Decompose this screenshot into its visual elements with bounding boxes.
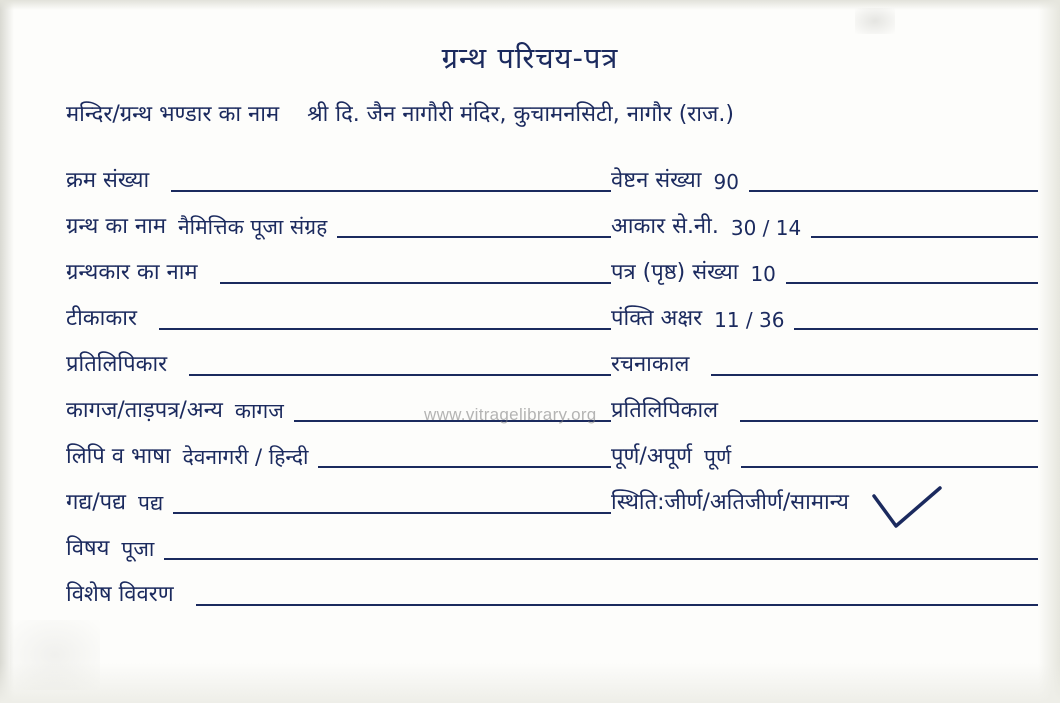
- pankti-akshar-value: 11 / 36: [714, 308, 785, 332]
- vishesh-vivaran-value: [174, 606, 196, 612]
- field-pankti-akshar: [611, 290, 1038, 336]
- aakar-rule: [811, 236, 1038, 238]
- page-title: ग्रन्थ परिचय-पत्र: [441, 41, 619, 75]
- pankti-akshar-rule: [794, 328, 1038, 330]
- field-gadya-padya: [66, 474, 611, 520]
- field-aakar: [611, 198, 1038, 244]
- gadya-padya-label: गद्य/पद्य: [66, 490, 127, 515]
- paper-edge-shadow-top: [0, 0, 1060, 10]
- field-row-7: [66, 428, 1038, 474]
- field-row-3: [66, 244, 1038, 290]
- field-row-5: [66, 336, 1038, 382]
- field-sthiti: [611, 474, 1038, 520]
- granth-naam-label: ग्रन्थ का नाम: [66, 214, 166, 239]
- purna-apurna-label: पूर्ण/अपूर्ण: [611, 444, 693, 469]
- field-row-temple-name: [66, 104, 1036, 138]
- field-pratilipikar: [66, 336, 611, 382]
- paper-edge-shadow-bottom: [0, 663, 1060, 703]
- field-row-4: [66, 290, 1038, 336]
- patra-sankhya-rule: [786, 282, 1038, 284]
- pratilipikar-rule: [189, 374, 611, 376]
- granthkar-naam-rule: [220, 282, 611, 284]
- vestan-sankhya-label: वेष्टन संख्या: [611, 168, 702, 193]
- aakar-label: आकार से.नी.: [611, 214, 719, 239]
- field-row-10: [66, 566, 1038, 612]
- aakar-value: 30 / 14: [730, 216, 802, 240]
- field-granth-naam: [66, 198, 611, 244]
- field-row-9: [66, 520, 1038, 566]
- pratilipikar-label: प्रतिलिपिकार: [66, 352, 168, 377]
- gadya-padya-value: पद्य: [138, 491, 164, 515]
- kagaj-rule: [294, 420, 611, 422]
- paper-smudge-bottom-left: [10, 620, 100, 690]
- vishesh-vivaran-label: विशेष विवरण: [66, 582, 174, 607]
- paper-edge-shadow-left: [0, 0, 14, 703]
- kram-sankhya-rule: [171, 190, 611, 192]
- purna-apurna-value: पूर्ण: [704, 445, 732, 469]
- lipi-bhasha-value: देवनागरी / हिन्दी: [182, 445, 309, 469]
- field-kagaj: [66, 382, 611, 428]
- kram-sankhya-label: क्रम संख्या: [66, 168, 150, 193]
- sthiti-label: स्थिति:जीर्ण/अतिजीर्ण/सामान्य: [611, 490, 849, 515]
- vestan-sankhya-value: 90: [713, 170, 739, 194]
- lipi-bhasha-label: लिपि व भाषा: [66, 444, 171, 469]
- vishay-rule: [164, 558, 1038, 560]
- field-tikakar: [66, 290, 611, 336]
- temple-name-value: श्री दि. जैन नागौरी मंदिर, कुचामनसिटी, नागौर (राज.): [307, 102, 734, 127]
- purna-apurna-rule: [741, 466, 1038, 468]
- tikakar-label: टीकाकार: [66, 306, 137, 331]
- kagaj-label: कागज/ताड़पत्र/अन्य: [66, 398, 223, 423]
- rachnakal-rule: [711, 374, 1038, 376]
- field-rachnakal: [611, 336, 1038, 382]
- field-row-1: [66, 152, 1038, 198]
- tikakar-rule: [159, 328, 611, 330]
- field-lipi-bhasha: [66, 428, 611, 474]
- patra-sankhya-value: 10: [750, 262, 776, 286]
- field-purna-apurna: [611, 428, 1038, 474]
- field-granthkar-naam: [66, 244, 611, 290]
- temple-name-label: मन्दिर/ग्रन्थ भण्डार का नाम: [66, 102, 280, 127]
- field-row-2: [66, 198, 1038, 244]
- field-patra-sankhya: [611, 244, 1038, 290]
- granthkar-naam-label: ग्रन्थकार का नाम: [66, 260, 198, 285]
- field-vestan-sankhya: [611, 152, 1038, 198]
- paper-edge-shadow-right: [1038, 0, 1060, 703]
- field-vishesh-vivaran: [66, 566, 1038, 612]
- field-row-6: [66, 382, 1038, 428]
- kagaj-value: कागज: [234, 399, 284, 423]
- granth-naam-rule: [337, 236, 611, 238]
- vishesh-vivaran-rule: [196, 604, 1038, 606]
- pankti-akshar-label: पंक्ति अक्षर: [611, 306, 703, 331]
- field-vishay: [66, 520, 1038, 566]
- lipi-bhasha-rule: [318, 466, 611, 468]
- vestan-sankhya-rule: [749, 190, 1038, 192]
- vishay-value: पूजा: [121, 537, 155, 561]
- field-pratilipikal: [611, 382, 1038, 428]
- pratilipikal-rule: [740, 420, 1038, 422]
- pratilipikal-label: प्रतिलिपिकाल: [611, 398, 719, 423]
- patra-sankhya-label: पत्र (पृष्ठ) संख्या: [611, 260, 739, 285]
- field-kram-sankhya: [66, 152, 611, 198]
- gadya-padya-rule: [173, 512, 611, 514]
- vishay-label: विषय: [66, 536, 110, 561]
- rachnakal-label: रचनाकाल: [611, 352, 690, 377]
- watermark-text: www.vitragelibrary.org: [424, 405, 597, 424]
- paper-smudge-top-right: [855, 8, 895, 34]
- granth-naam-value: नैमित्तिक पूजा संग्रह: [178, 215, 328, 239]
- field-row-8: [66, 474, 1038, 520]
